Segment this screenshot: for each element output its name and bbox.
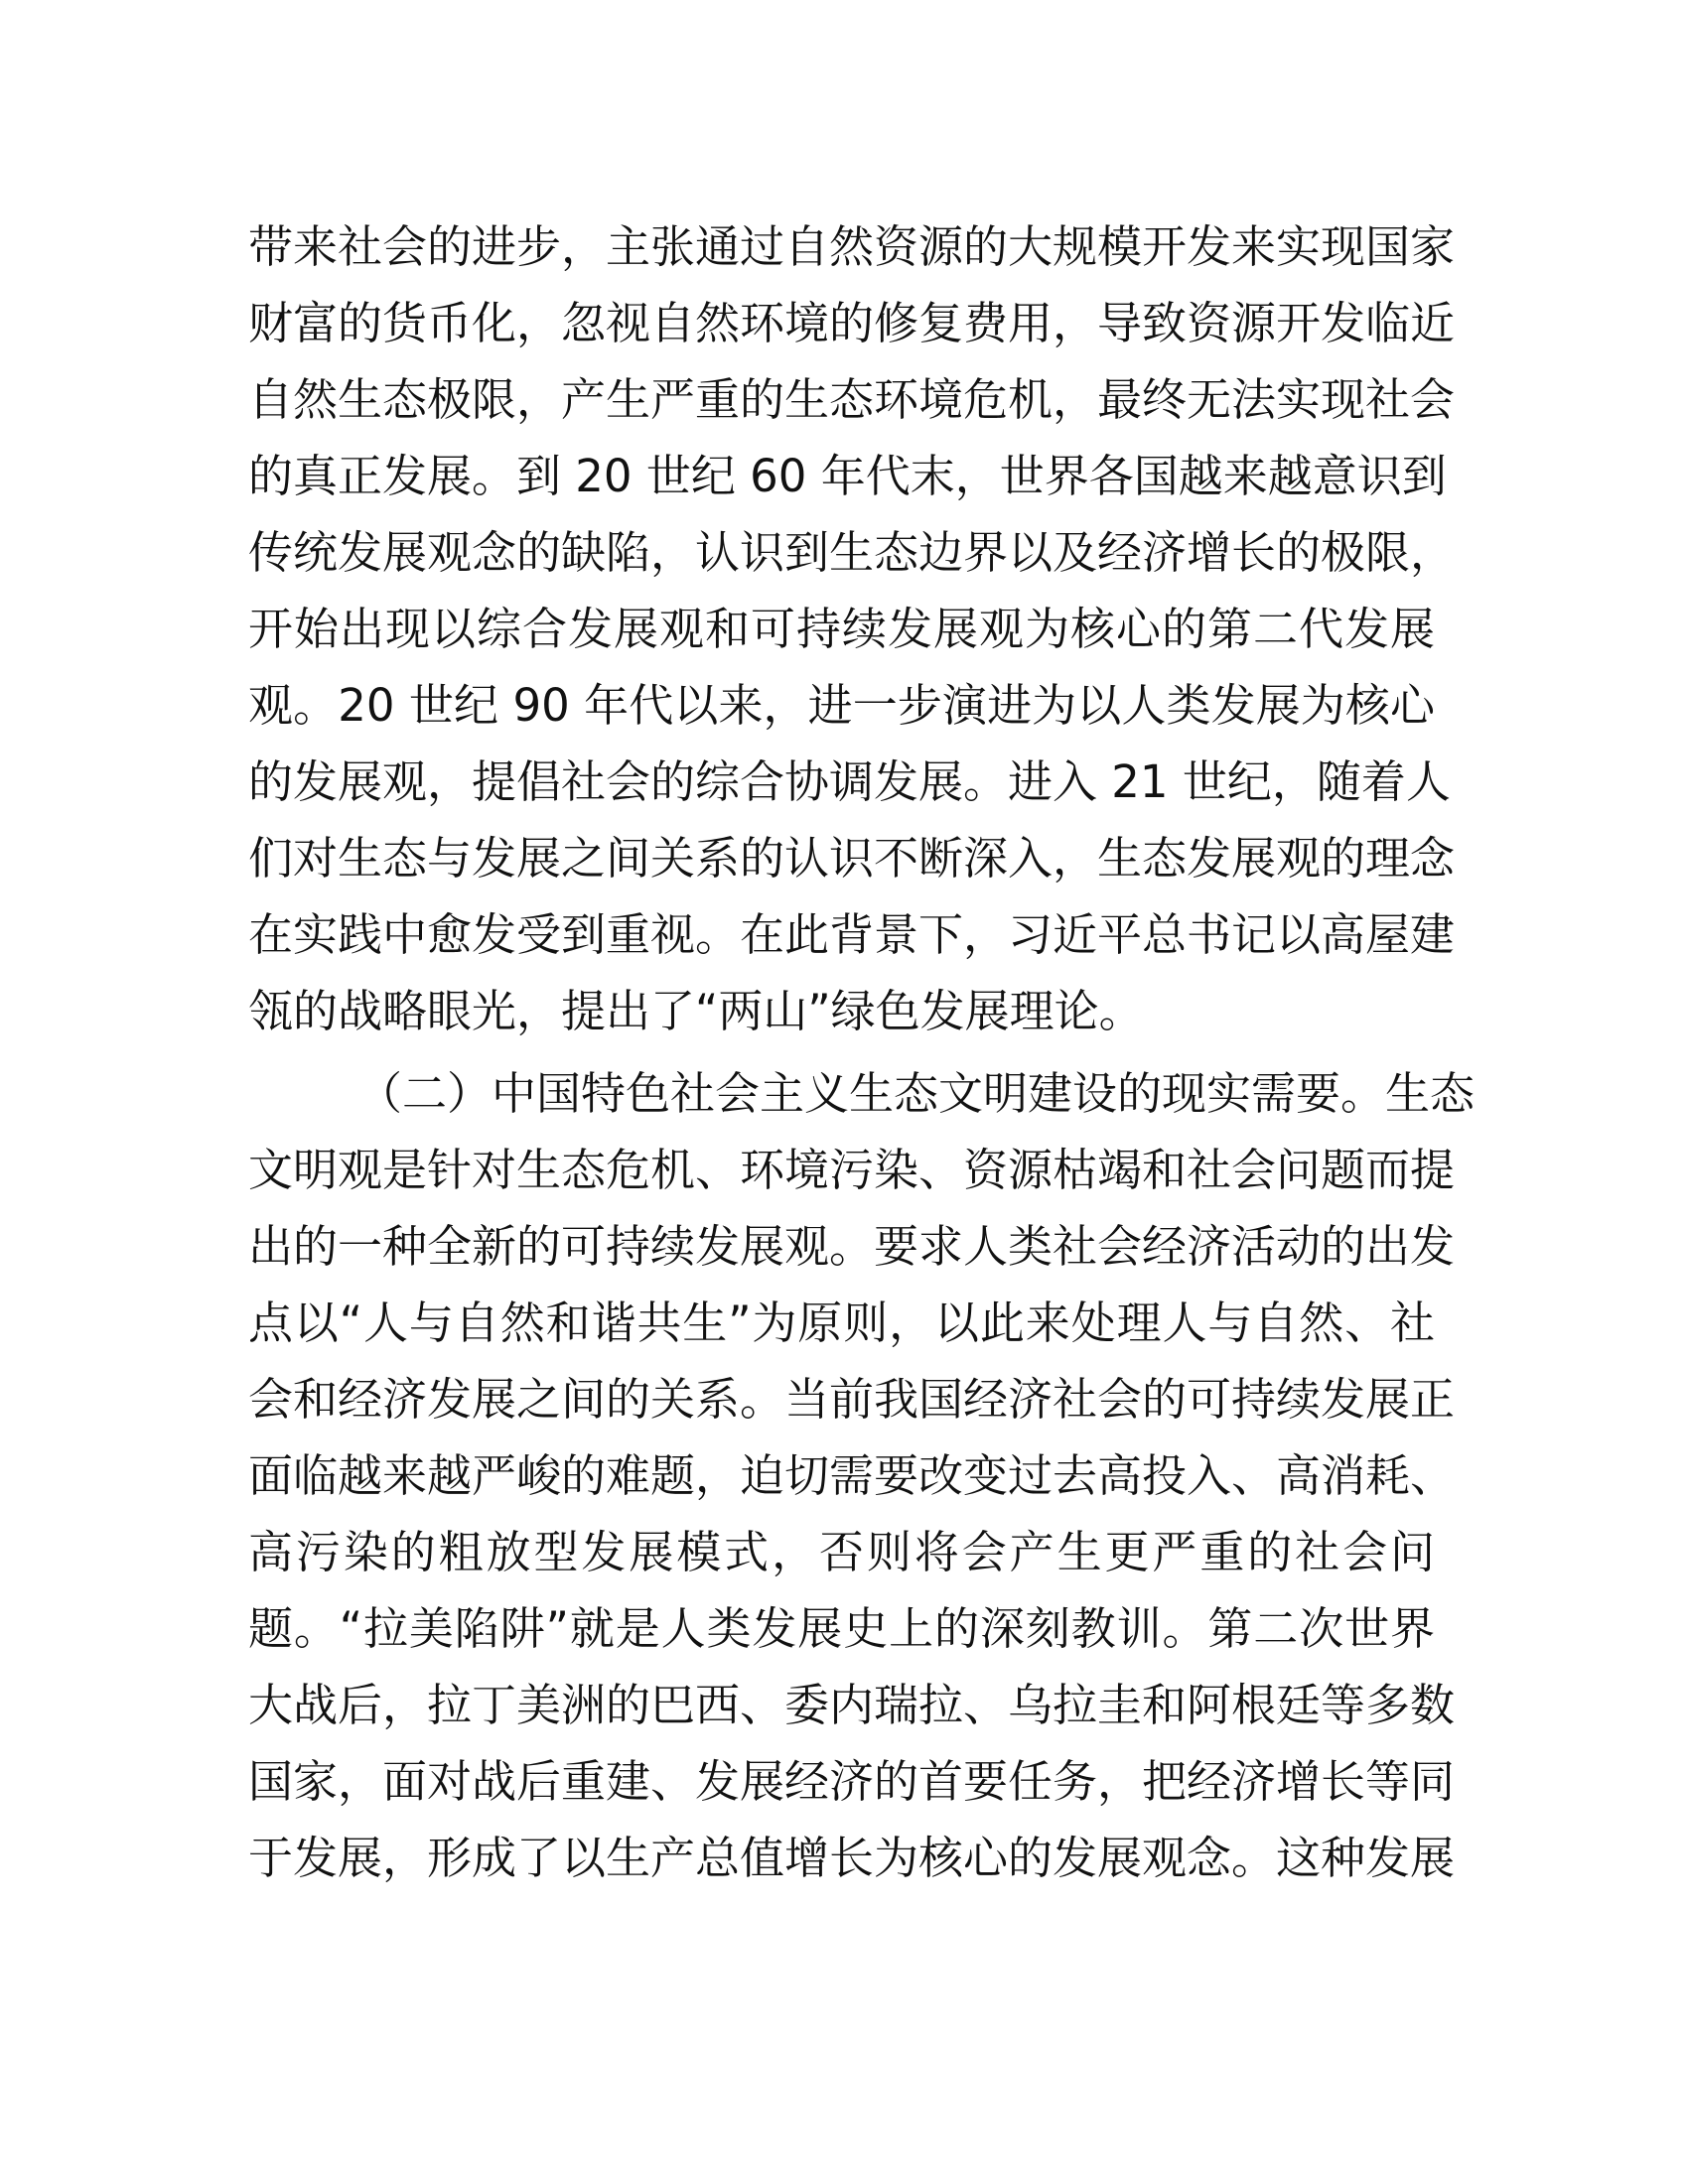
text-line: 带来社会的进步，主张通过自然资源的大规模开发来实现国家 (248, 220, 1456, 273)
text-line: 面临越来越严峻的难题，迫切需要改变过去高投入、高消耗、 (248, 1449, 1456, 1502)
text-line: 们对生态与发展之间关系的认识不断深入，生态发展观的理念 (248, 832, 1456, 885)
text-line: 财富的货币化，忽视自然环境的修复费用，导致资源开发临近 (248, 297, 1456, 349)
text-line: 自然生态极限，产生严重的生态环境危机，最终无法实现社会 (248, 373, 1456, 426)
text-line: 题。“拉美陷阱”就是人类发展史上的深刻教训。第二次世界 (248, 1602, 1435, 1655)
text-line: 高污染的粗放型发展模式，否则将会产生更严重的社会问 (248, 1526, 1435, 1578)
text-line: 国家，面对战后重建、发展经济的首要任务，把经济增长等同 (248, 1755, 1456, 1808)
text-line: 开始出现以综合发展观和可持续发展观为核心的第二代发展 (248, 603, 1435, 655)
text-line: 会和经济发展之间的关系。当前我国经济社会的可持续发展正 (248, 1373, 1456, 1426)
text-line: 文明观是针对生态危机、环境污染、资源枯竭和社会问题而提 (248, 1144, 1456, 1196)
section-heading-line: （二）中国特色社会主义生态文明建设的现实需要。生态 (357, 1067, 1476, 1120)
text-line: 点以“人与自然和谐共生”为原则，以此来处理人与自然、社 (248, 1297, 1435, 1349)
text-line: 的发展观，提倡社会的综合协调发展。进入 21 世纪，随着人 (248, 755, 1451, 808)
text-line: 大战后，拉丁美洲的巴西、委内瑞拉、乌拉圭和阿根廷等多数 (248, 1679, 1456, 1731)
text-line: 传统发展观念的缺陷，认识到生态边界以及经济增长的极限， (248, 526, 1456, 579)
text-line: 于发展，形成了以生产总值增长为核心的发展观念。这种发展 (248, 1832, 1456, 1884)
text-line: 在实践中愈发受到重视。在此背景下，习近平总书记以高屋建 (248, 908, 1456, 961)
text-line: 的真正发展。到 20 世纪 60 年代末，世界各国越来越意识到 (248, 450, 1447, 502)
text-line: 观。20 世纪 90 年代以来，进一步演进为以人类发展为核心 (248, 679, 1435, 732)
paragraph-end-line: 瓴的战略眼光，提出了“两山”绿色发展理论。 (248, 985, 1144, 1037)
text-line: 出的一种全新的可持续发展观。要求人类社会经济活动的出发 (248, 1220, 1456, 1273)
